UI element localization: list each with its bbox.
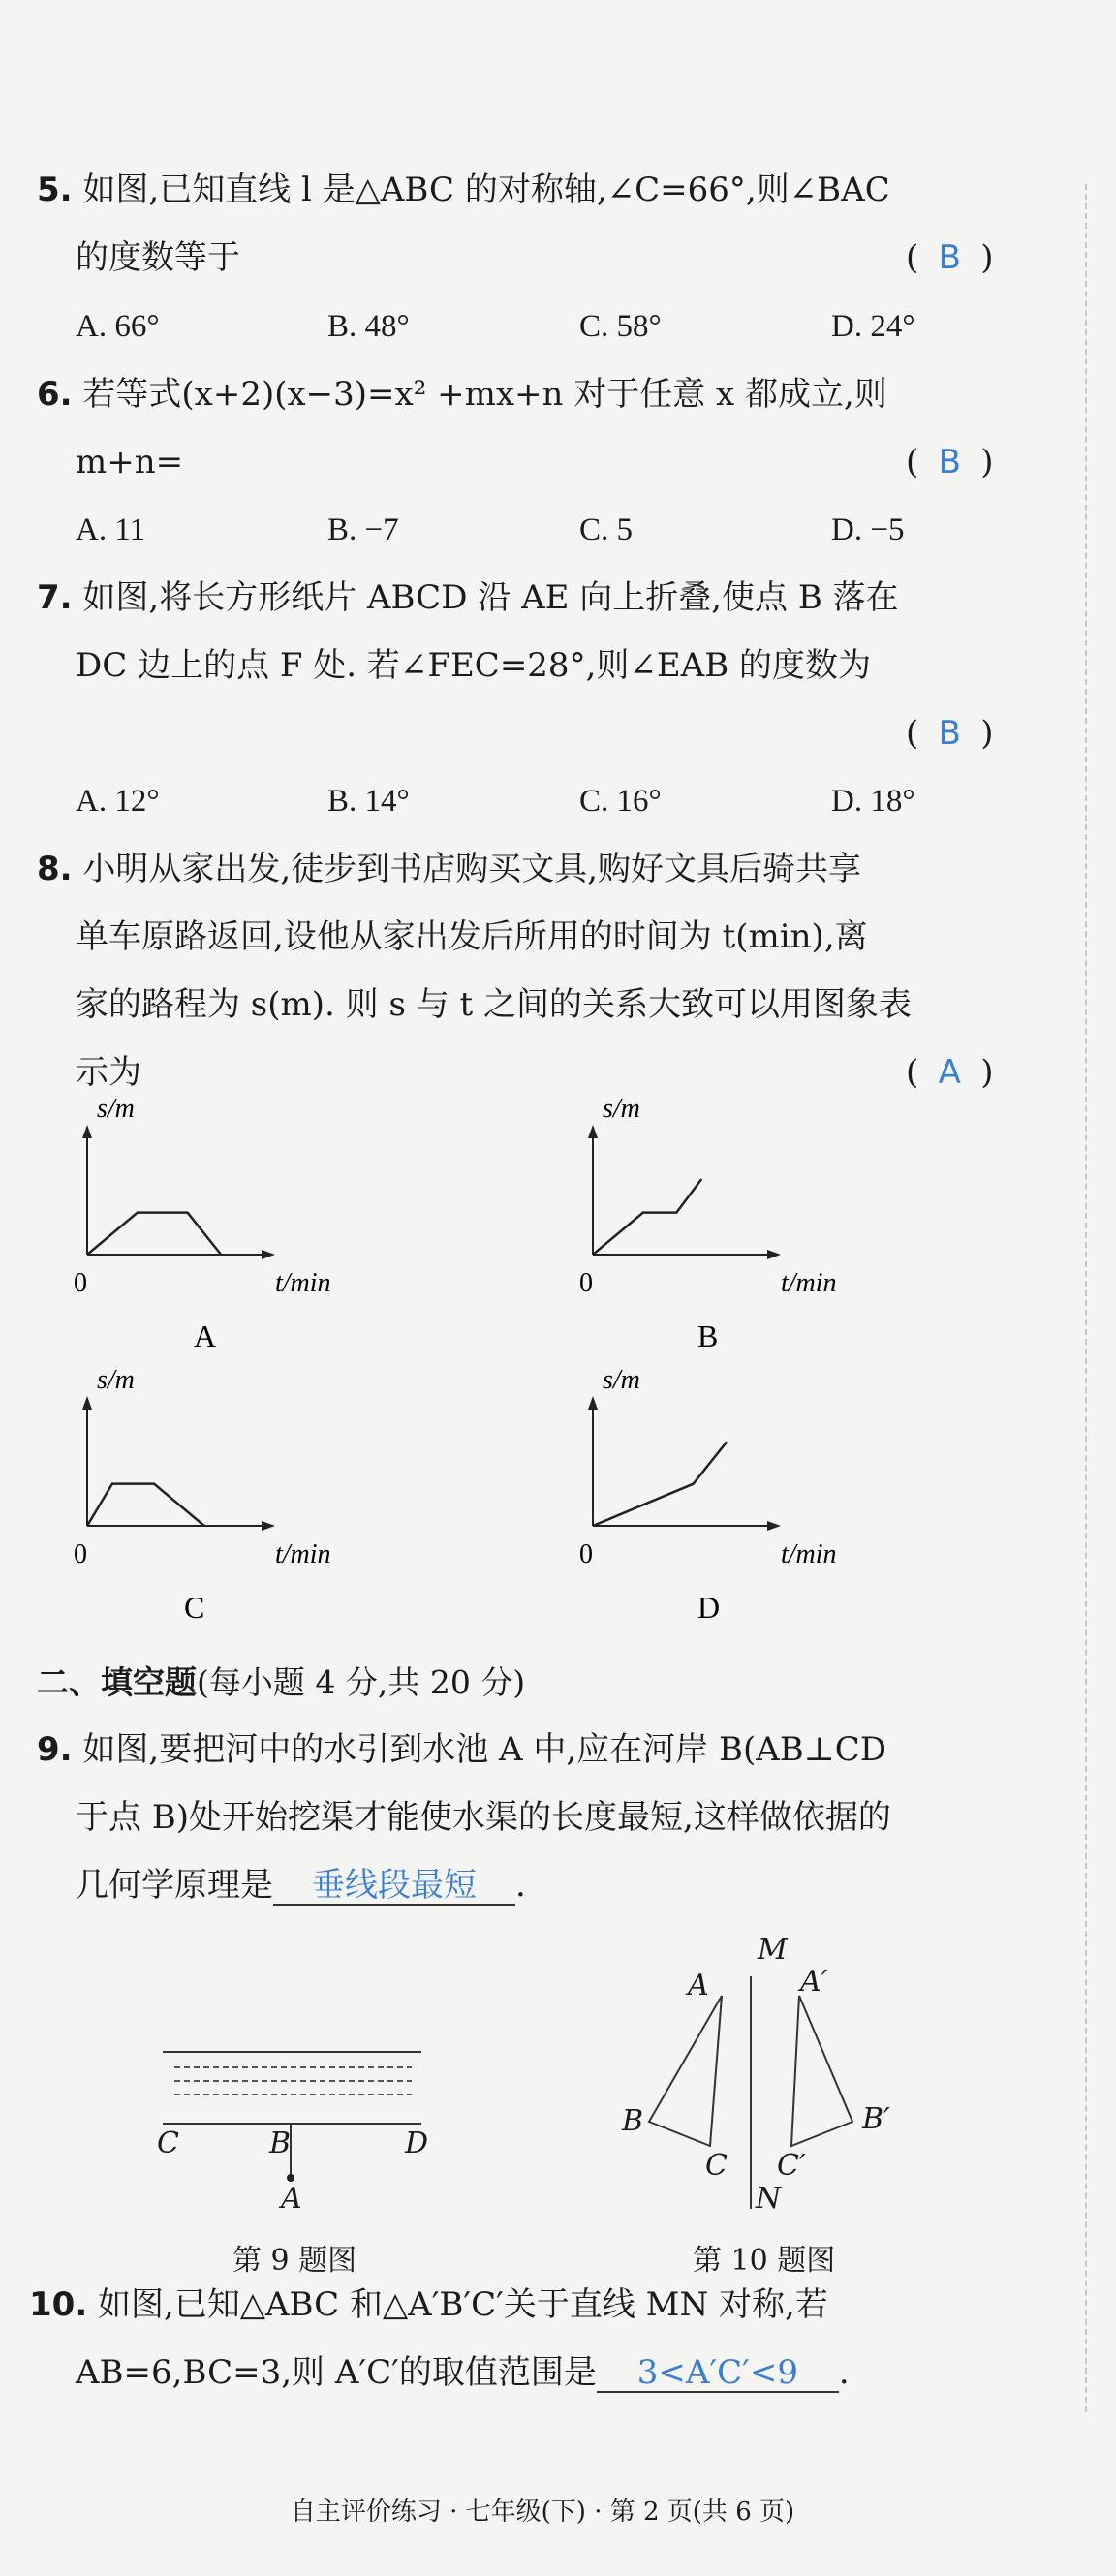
chart-c-label: C: [184, 1590, 205, 1625]
q5-line1: [37, 170, 890, 210]
q10-answer-blank: 3<A′C′<9: [597, 2354, 839, 2393]
chart-b-y-arrow: [588, 1125, 598, 1138]
q7-line2: DC 边上的点 F 处. 若∠FEC=28°,则∠EAB 的度数为: [76, 646, 872, 685]
q6-option-a: A. 11: [76, 512, 146, 547]
chart-c-xlabel: t/min: [275, 1539, 331, 1569]
q5-option-b: B. 48°: [327, 309, 410, 344]
q9-label-d: D: [405, 2126, 429, 2160]
q6-answer-paren: ( B ): [906, 443, 994, 481]
chart-d-origin: 0: [579, 1539, 593, 1569]
q10-label-b-prime: B′: [862, 2102, 890, 2136]
q10-label-b: B: [622, 2104, 644, 2138]
q8-answer-paren: ( A ): [906, 1053, 994, 1092]
q7-option-b: B. 14°: [327, 784, 410, 819]
q10-number: 10.: [29, 2285, 88, 2324]
chart-b-series-line: [593, 1179, 701, 1255]
section2-note: (每小题 4 分,共 20 分): [197, 1663, 526, 1701]
q9-label-c: C: [157, 2126, 179, 2160]
q5-answer-paren: ( B ): [906, 238, 994, 277]
q6-number: 6.: [37, 375, 73, 414]
section2-heading: [37, 1662, 525, 1703]
q10-label-a: A: [688, 1969, 709, 2002]
q5-option-d: D. 24°: [831, 309, 915, 344]
triangle-abc: [649, 1996, 722, 2146]
chart-b-x-arrow: [767, 1250, 781, 1259]
chart-d-x-arrow: [767, 1521, 781, 1531]
q5-text-1: 如图,已知直线 l 是△ABC 的对称轴,∠C=66°,则∠BAC: [82, 171, 890, 209]
q9-answer-blank: 垂线段最短: [273, 1867, 515, 1906]
chart-d-series-line: [593, 1442, 727, 1526]
chart-d-xlabel: t/min: [781, 1539, 837, 1569]
q8-charts: [0, 1094, 1116, 1647]
chart-d-y-arrow: [588, 1396, 598, 1410]
chart-a-x-arrow: [262, 1250, 275, 1259]
q7-line1: [37, 577, 899, 618]
q6-option-c: C. 5: [579, 512, 634, 547]
q10-text-2: AB=6,BC=3,则 A′C′的取值范围是: [76, 2353, 597, 2392]
chart-b-label: B: [698, 1319, 719, 1353]
section2-title: 二、填空题: [37, 1663, 197, 1701]
q6-option-b: B. −7: [327, 512, 399, 547]
q9-period: .: [515, 1866, 526, 1905]
q5-option-c: C. 58°: [579, 309, 662, 344]
q7-answer: B: [938, 714, 961, 753]
q9-line1: [37, 1729, 886, 1770]
q10-text-1: 如图,已知△ABC 和△A′B′C′关于直线 MN 对称,若: [98, 2285, 828, 2324]
q9-text-3: 几何学原理是: [76, 1866, 273, 1905]
q7-option-c: C. 16°: [579, 784, 662, 819]
point-a: [287, 2174, 294, 2182]
q7-option-d: D. 18°: [831, 784, 915, 819]
q7-number: 7.: [37, 578, 73, 617]
q6-line2: m+n=: [76, 443, 184, 481]
q8-number: 8.: [37, 850, 73, 888]
q8-answer: A: [938, 1053, 961, 1092]
q6-line1: [37, 374, 887, 415]
q5-line2: 的度数等于: [76, 238, 240, 277]
q9-caption: 第 9 题图: [232, 2244, 357, 2278]
chart-d-label: D: [698, 1590, 721, 1625]
chart-a-label: A: [194, 1319, 217, 1353]
q8-text-1: 小明从家出发,徒步到书店购买文具,购好文具后骑共享: [82, 850, 862, 888]
q7-answer-paren: ( B ): [906, 714, 994, 753]
chart-c-y-arrow: [82, 1396, 92, 1410]
chart-a-origin: 0: [74, 1268, 87, 1298]
chart-b-xlabel: t/min: [781, 1268, 837, 1298]
q5-answer: B: [938, 238, 961, 277]
q5-option-a: A. 66°: [76, 309, 160, 344]
margin-dashed-line: [1085, 184, 1087, 2412]
chart-a-y-arrow: [82, 1125, 92, 1138]
chart-c-origin: 0: [74, 1539, 87, 1569]
q10-label-a-prime: A′: [800, 1965, 828, 1999]
q6-answer: B: [938, 443, 961, 481]
q10-label-c-prime: C′: [777, 2149, 806, 2183]
q6-text-1: 若等式(x+2)(x−3)=x² +mx+n 对于任意 x 都成立,则: [82, 375, 887, 414]
q10-period: .: [838, 2353, 850, 2392]
q9-text-1: 如图,要把河中的水引到水池 A 中,应在河岸 B(AB⊥CD: [82, 1730, 887, 1769]
q9-number: 9.: [37, 1730, 73, 1769]
chart-c-x-arrow: [262, 1521, 275, 1531]
q7-option-a: A. 12°: [76, 784, 160, 819]
q7-text-1: 如图,将长方形纸片 ABCD 沿 AE 向上折叠,使点 B 落在: [82, 578, 899, 617]
q6-option-d: D. −5: [831, 512, 905, 547]
q5-number: 5.: [37, 171, 73, 209]
chart-c-series-line: [87, 1484, 204, 1526]
chart-c-ylabel: s/m: [97, 1365, 135, 1395]
q8-line4: 示为: [76, 1053, 141, 1092]
q9-label-b: B: [269, 2126, 292, 2160]
q10-line2: [76, 2352, 850, 2393]
q10-label-c: C: [705, 2149, 728, 2183]
chart-b-ylabel: s/m: [603, 1094, 640, 1124]
q9-line2: 于点 B)处开始挖渠才能使水渠的长度最短,这样做依据的: [76, 1798, 891, 1837]
triangle-a2b2c2: [791, 1996, 852, 2146]
q8-line1: [37, 849, 861, 889]
chart-b-origin: 0: [579, 1268, 593, 1298]
q9-label-a: A: [281, 2182, 302, 2216]
q10-label-n: N: [756, 2182, 782, 2216]
page-footer: 自主评价练习 · 七年级(下) · 第 2 页(共 6 页): [290, 2498, 795, 2527]
q8-line3: 家的路程为 s(m). 则 s 与 t 之间的关系大致可以用图象表: [76, 985, 912, 1024]
q9-line3: [76, 1865, 526, 1906]
chart-a-xlabel: t/min: [275, 1268, 331, 1298]
q10-label-m: M: [758, 1933, 788, 1967]
chart-a-series-line: [87, 1213, 221, 1255]
chart-d-ylabel: s/m: [603, 1365, 640, 1395]
q10-line1: [29, 2284, 828, 2325]
q8-line2: 单车原路返回,设他从家出发后所用的时间为 t(min),离: [76, 917, 868, 956]
chart-a-ylabel: s/m: [97, 1094, 135, 1124]
q10-caption: 第 10 题图: [693, 2244, 836, 2278]
